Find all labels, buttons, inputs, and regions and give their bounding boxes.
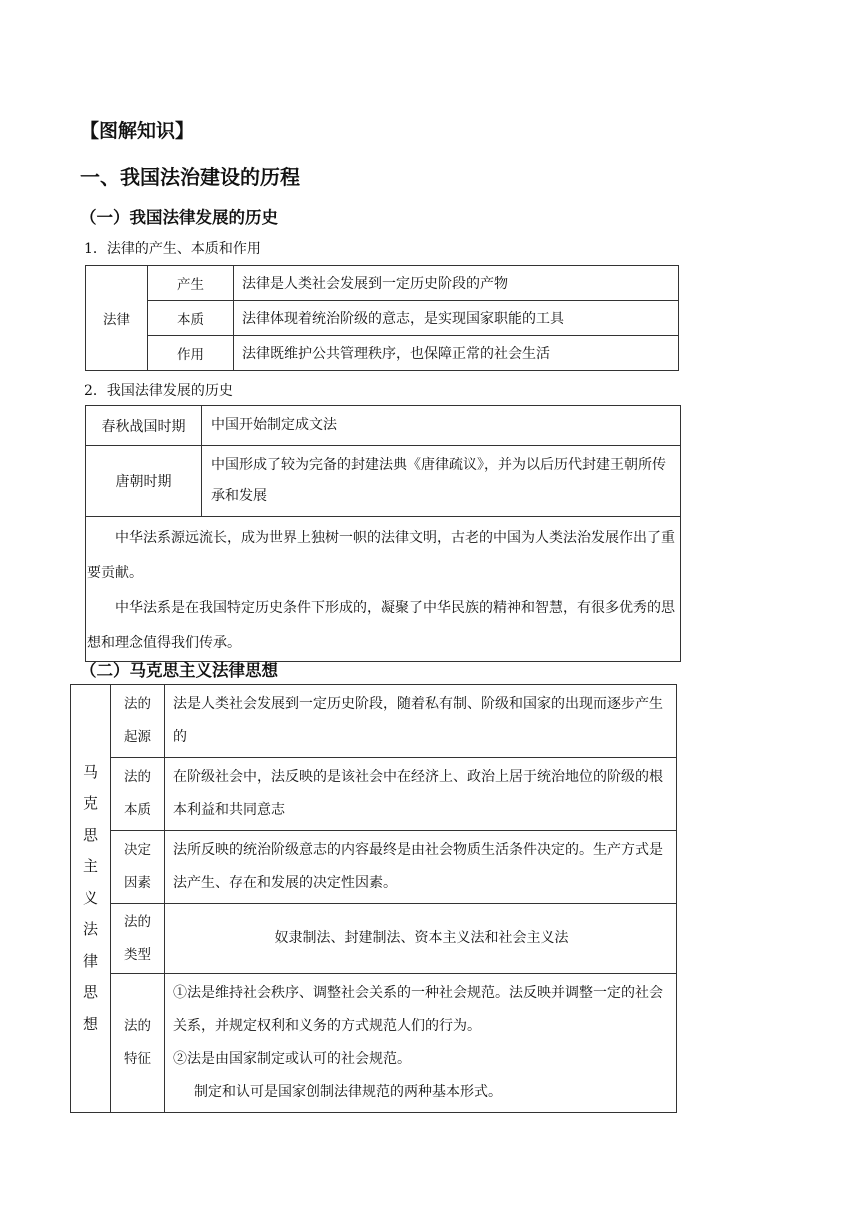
law-value-function: 法律既维护公共管理秩序，也保障正常的社会生活 (234, 336, 679, 371)
value-law-essence: 在阶级社会中，法反映的是该社会中在经济上、政治上居于统治地位的阶级的根本利益和共同意志 (165, 758, 677, 831)
section-heading-history: 一、我国法治建设的历程 (80, 165, 300, 189)
subsection-heading-marxist-law: （二）马克思主义法律思想 (80, 661, 278, 680)
key-determining-factor: 决定 因素 (111, 831, 165, 904)
paragraph-legal-civilization: 中华法系源远流长，成为世界上独树一帜的法律文明，古老的中国为人类法治发展作出了重要贡献。 (87, 530, 675, 581)
value-law-features (165, 974, 677, 1113)
desc-tang: 中国形成了较为完备的封建法典《唐律疏议》，并为以后历代封建王朝所传承和发展 (202, 446, 681, 517)
law-value-origin: 法律是人类社会发展到一定历史阶段的产物 (234, 266, 679, 301)
item-heading-china-law-history: 2．我国法律发展的历史 (84, 383, 233, 399)
law-value-essence: 法律体现着统治阶级的意志，是实现国家职能的工具 (234, 301, 679, 336)
law-key-essence: 本质 (148, 301, 234, 336)
marxist-law-table (70, 684, 677, 1113)
feature-social-norm: ①法是维持社会秩序、调整社会关系的一种社会规范。法反映并调整一定的社会关系，并规定权利和义务的方式规范人们的行为。 (173, 985, 663, 1034)
period-tang: 唐朝时期 (86, 446, 202, 517)
law-nature-table (85, 265, 679, 371)
item-heading-law-origin: 1．法律的产生、本质和作用 (84, 241, 261, 257)
subsection-heading-law-history: （一）我国法律发展的历史 (80, 208, 278, 227)
chinese-legal-system-note (86, 517, 681, 662)
feature-state-made: ②法是由国家制定或认可的社会规范。 (173, 1051, 411, 1067)
value-law-origin: 法是人类社会发展到一定历史阶段，随着私有制、阶级和国家的出现而逐步产生的 (165, 685, 677, 758)
feature-basic-forms: 制定和认可是国家创制法律规范的两种基本形式。 (194, 1084, 502, 1100)
key-law-origin: 法的 起源 (111, 685, 165, 758)
china-law-history-table (85, 405, 681, 662)
value-law-types: 奴隶制法、封建制法、资本主义法和社会主义法 (165, 904, 677, 974)
paragraph-legal-heritage: 中华法系是在我国特定历史条件下形成的，凝聚了中华民族的精神和智慧，有很多优秀的思想和理念值得我们传承。 (87, 600, 675, 651)
law-key-function: 作用 (148, 336, 234, 371)
marxist-law-vertical-label: 马 克 思 主 义 法 律 思 想 (71, 685, 111, 1113)
key-law-types: 法的 类型 (111, 904, 165, 974)
key-law-features: 法的 特征 (111, 974, 165, 1113)
value-determining-factor: 法所反映的统治阶级意志的内容最终是由社会物质生活条件决定的。生产方式是法产生、存在和发展的决定性因素。 (165, 831, 677, 904)
desc-spring-autumn: 中国开始制定成文法 (202, 406, 681, 446)
page-title: 【图解知识】 (80, 120, 195, 142)
key-law-essence: 法的 本质 (111, 758, 165, 831)
law-key-origin: 产生 (148, 266, 234, 301)
law-group-cell: 法律 (86, 266, 148, 371)
period-spring-autumn: 春秋战国时期 (86, 406, 202, 446)
